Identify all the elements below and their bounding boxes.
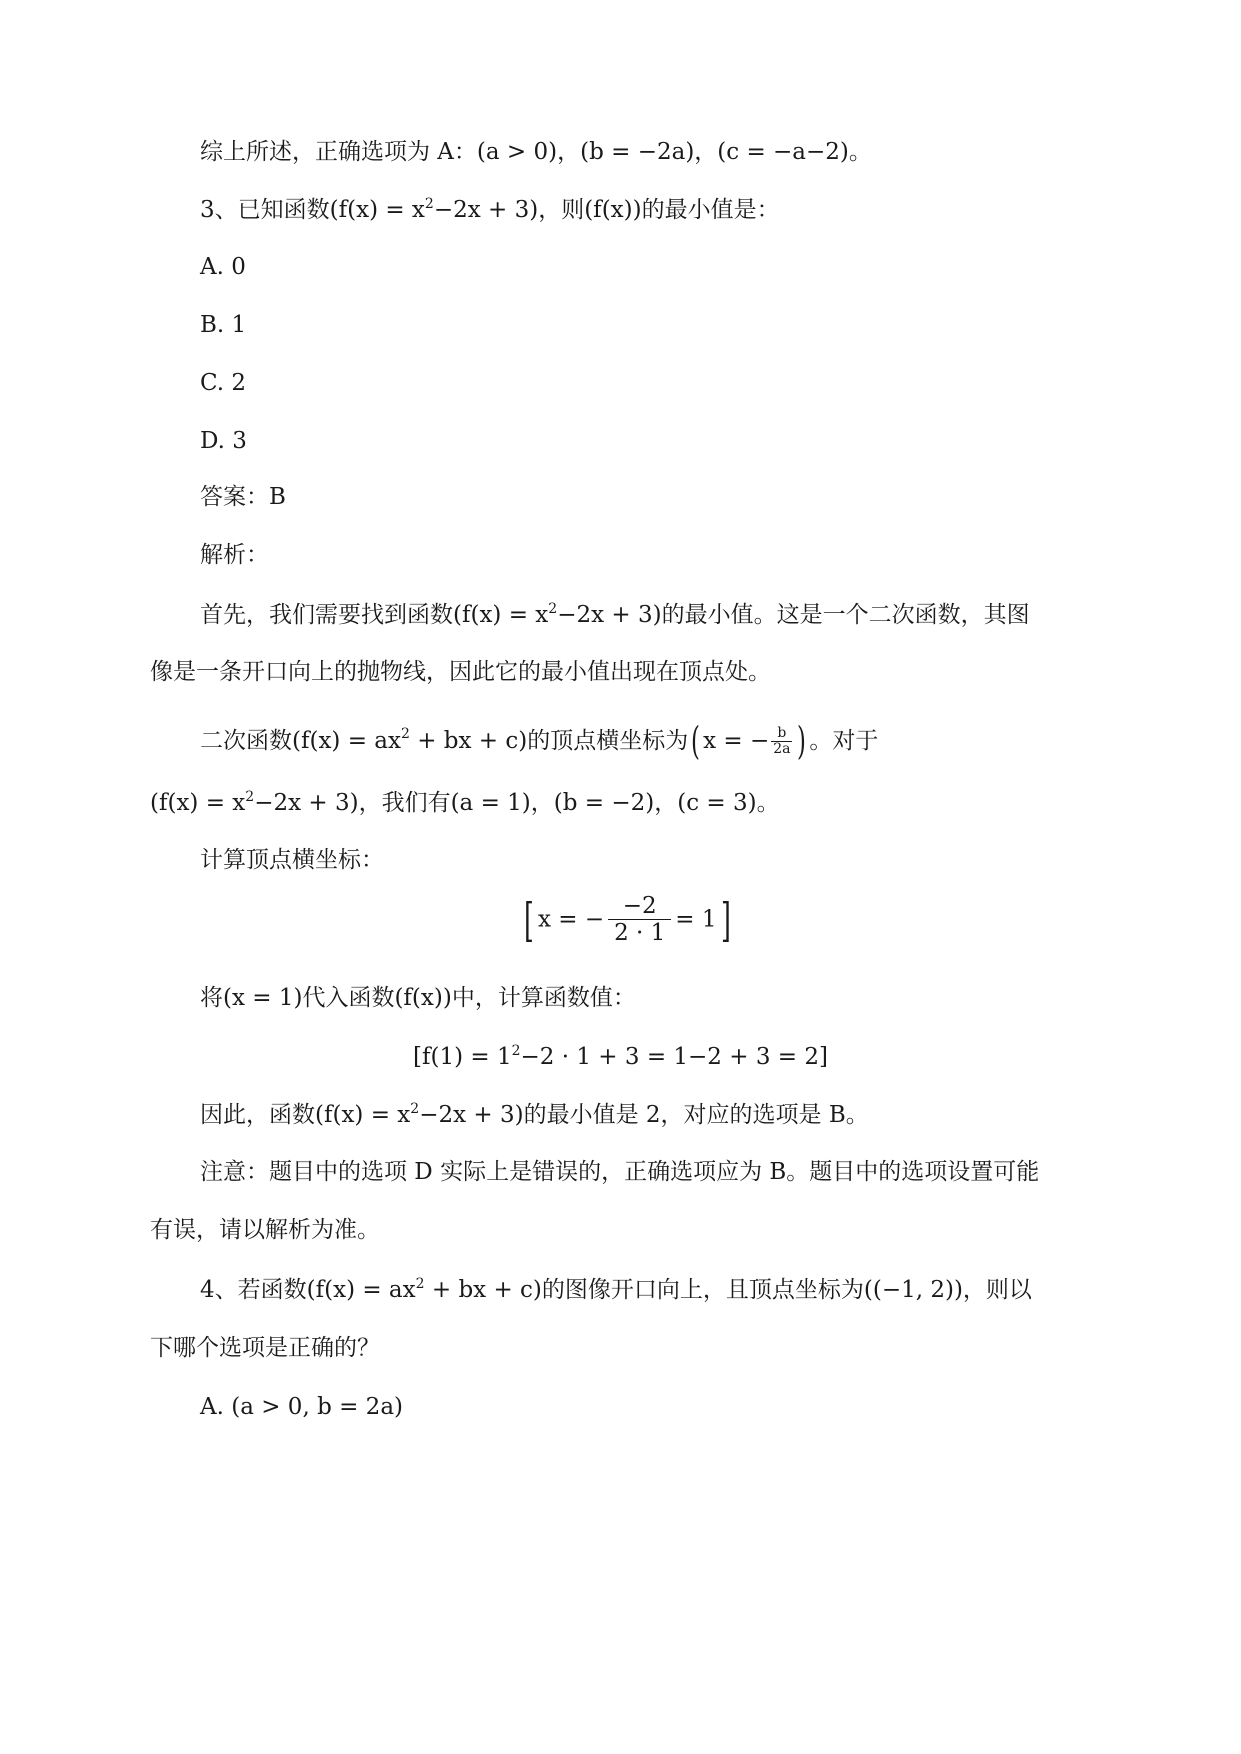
option-d: D. 3: [200, 428, 247, 454]
paragraph-3: $(f(x) = x^2-2x + 3)$，我们有(a = 1)，(b = −2)，(c = 3)。: [150, 789, 780, 816]
paragraph-1-cont: 像是一条开口向上的抛物线，因此它的最小值出现在顶点处。: [150, 659, 771, 685]
option-c: C. 2: [200, 370, 247, 396]
substitution-line: 将(x = 1)代入函数(f(x))中，计算函数值：: [200, 985, 636, 1011]
value-equation: $[f(1) = 1^2-2 \cdot 1 + 3 = 1-2 + 3 = 2]$: [413, 1043, 828, 1070]
option-a: A. 0: [200, 254, 246, 280]
summary-line: 综上所述，正确选项为 A：(a > 0)，(b = −2a)，(c = −a−2)。: [200, 139, 872, 165]
q4-option-a: A. (a > 0, b = 2a): [200, 1394, 404, 1420]
question-3: 3、已知函数$(f(x) = x^2-2x + 3)$，则(f(x))的最小值是：: [200, 196, 780, 223]
answer-line: 答案：B: [200, 484, 286, 510]
question-4-cont: 下哪个选项是正确的？: [150, 1335, 380, 1361]
paragraph-1: 首先，我们需要找到函数$(f(x) = x^2-2x + 3)$的最小值。这是一个二次函数，其图: [200, 601, 1030, 628]
analysis-heading: 解析：: [200, 542, 269, 568]
vertex-equation: [ x = − $\frac{-2}{2 \cdot 1}$ = 1]: [524, 892, 731, 947]
conclusion-line: 因此，函数$(f(x) = x^2-2x + 3)$的最小值是 2，对应的选项是 B。: [200, 1101, 869, 1128]
note-line-2: 有误，请以解析为准。: [150, 1217, 380, 1243]
paragraph-2: 二次函数($f(x) = ax^2$ + bx + c)的顶点横坐标为( x = − $\frac{b}{2a}$ ) 。对于: [200, 719, 879, 763]
calc-label: 计算顶点横坐标：: [200, 847, 384, 873]
question-4: 4、若函数($f(x) = ax^2$ + bx + c)的图像开口向上，且顶点坐标为((−1, 2))，则以: [200, 1276, 1032, 1303]
note-line-1: 注意：题目中的选项 D 实际上是错误的，正确选项应为 B。题目中的选项设置可能: [200, 1159, 1040, 1185]
option-b: B. 1: [200, 312, 247, 338]
